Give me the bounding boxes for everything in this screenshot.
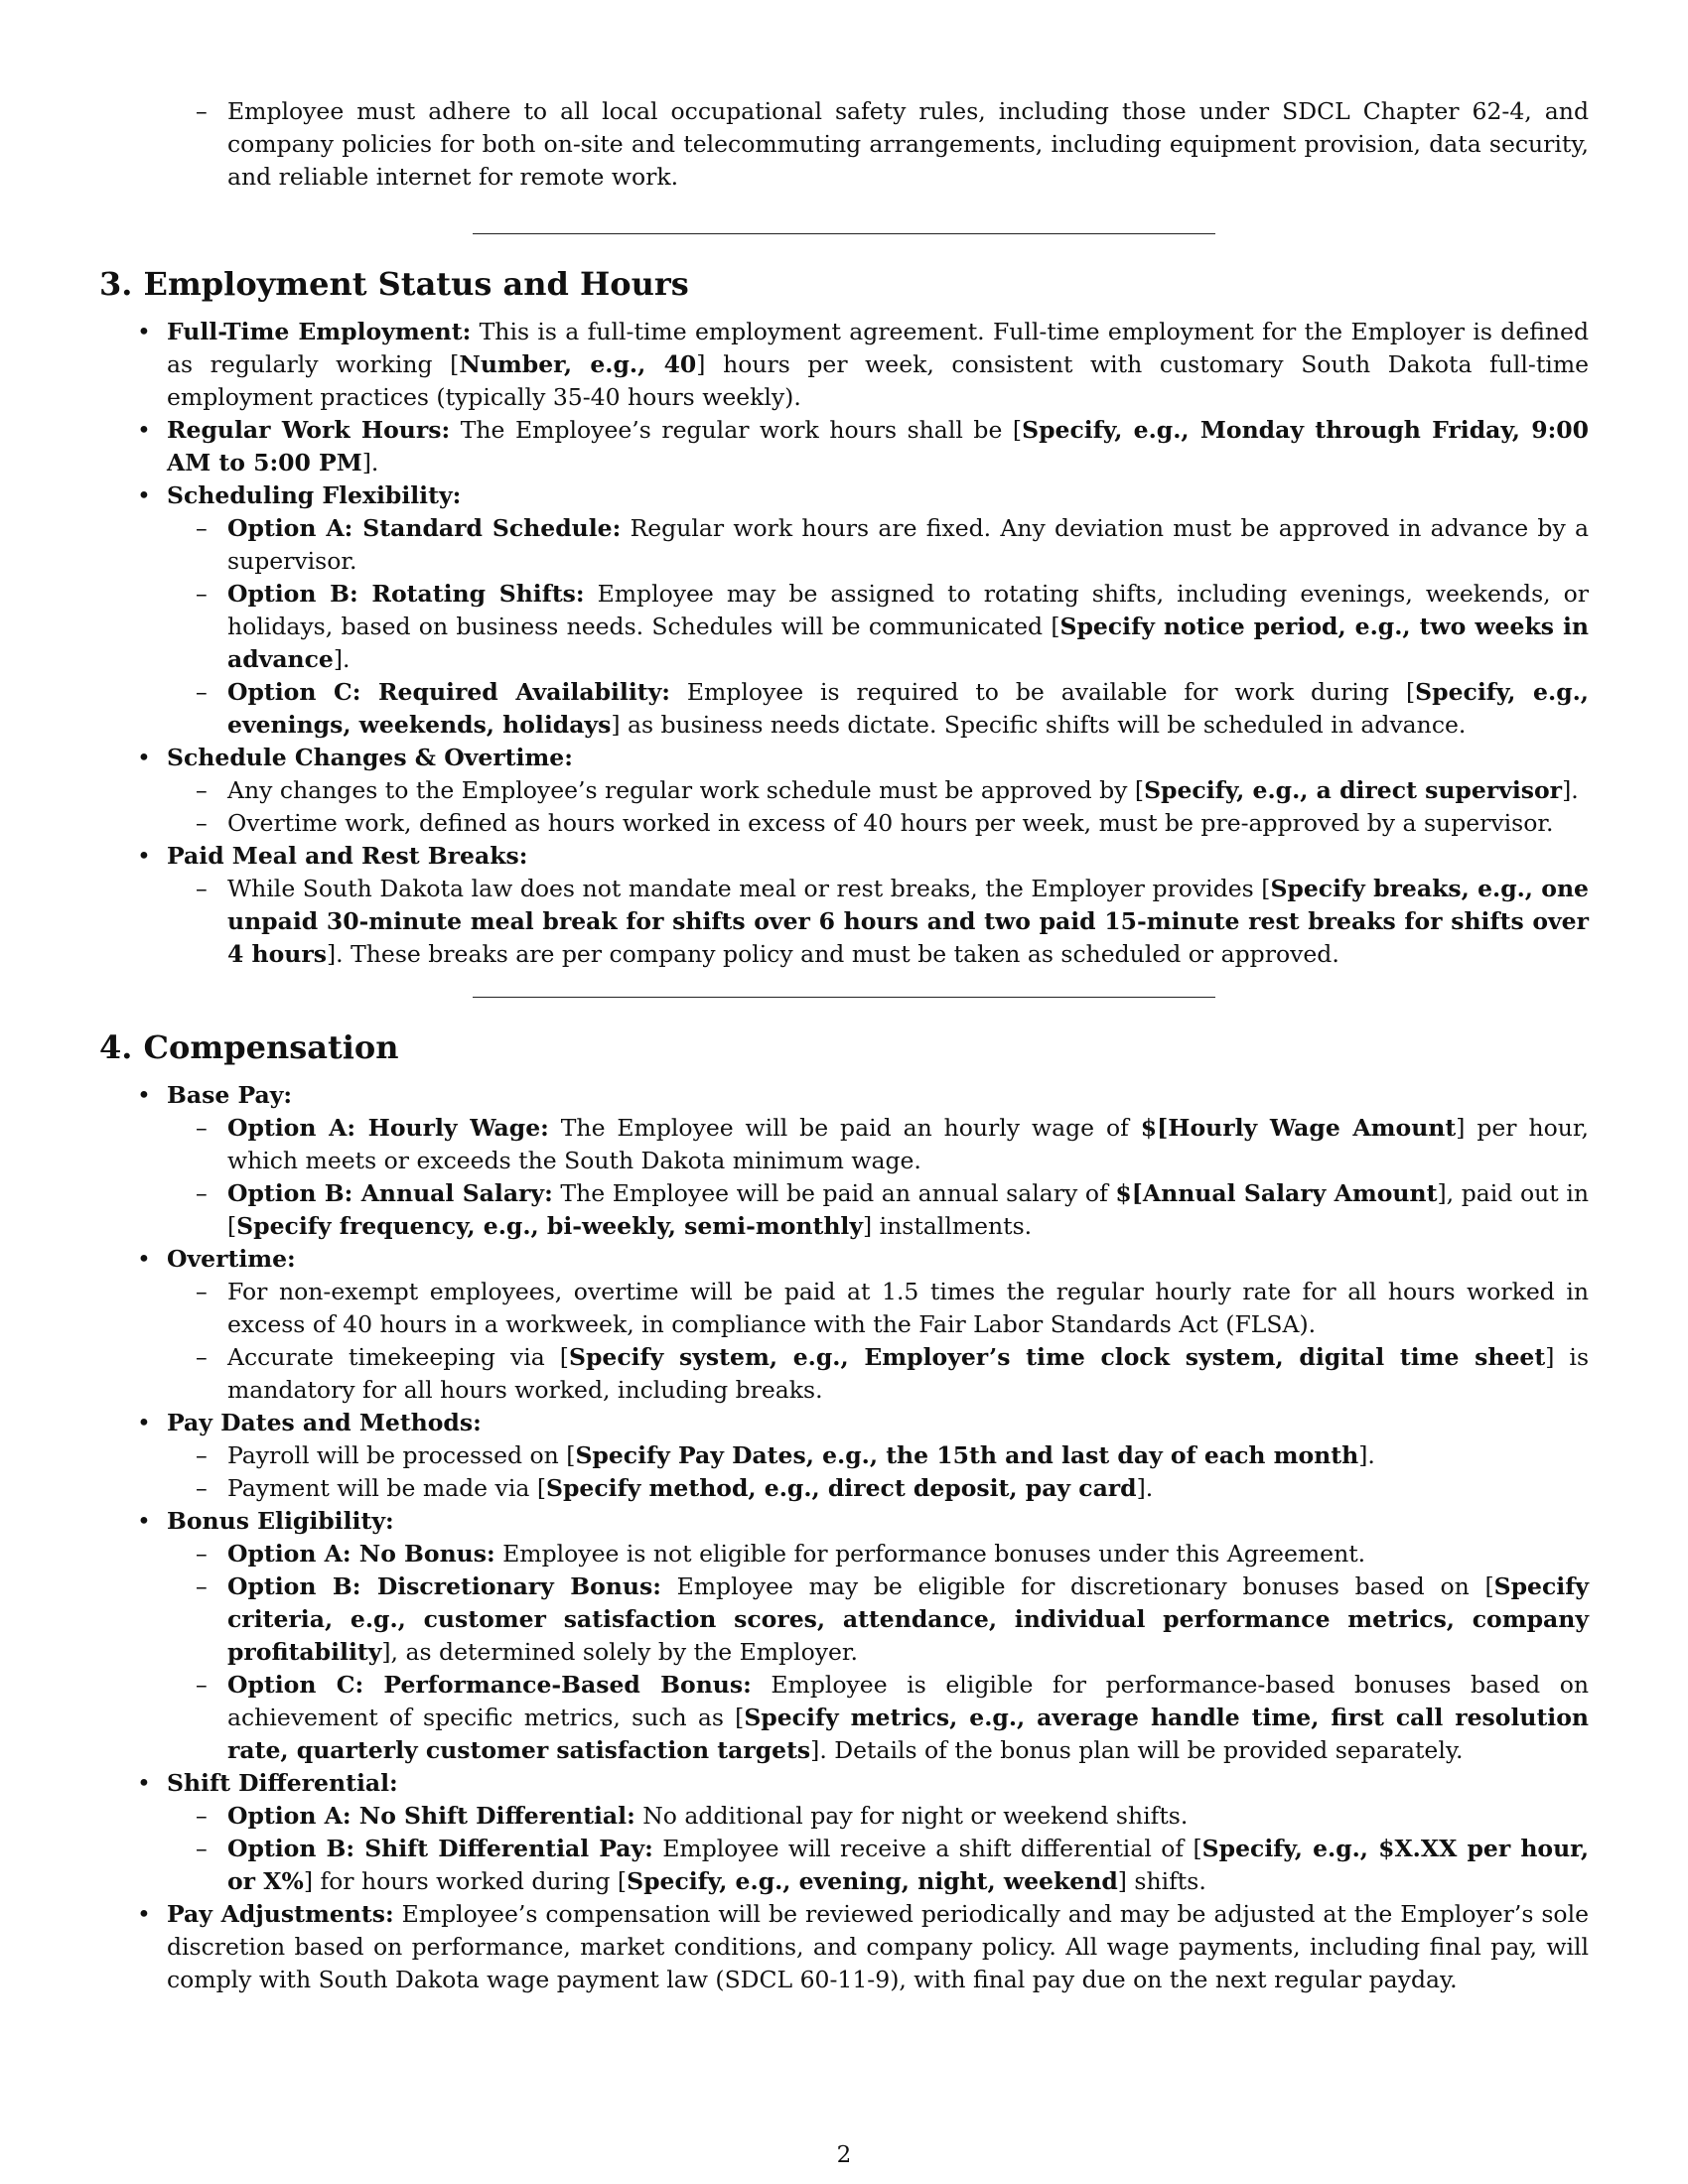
bullet-marker: • xyxy=(137,1769,151,1797)
sub-item: – Any changes to the Employee’s regular work schedule must be approved by [Specify, e.g., a direct supervisor]. xyxy=(227,774,1589,807)
list-item: – Employee must adhere to all local occupational safety rules, including those under SDCL Chapter 62-4, and company policies for both on-site and telecommuting arrangements, including equipment provision, data security, and reliable internet for remote work. xyxy=(196,97,1589,191)
bullet-marker: • xyxy=(137,1081,151,1109)
list-item-shift-differential: • Shift Differential: xyxy=(167,1767,1589,1800)
dash-marker: – xyxy=(196,1343,208,1371)
dash-marker: – xyxy=(196,1671,208,1699)
list-item-pay-dates: • Pay Dates and Methods: xyxy=(167,1407,1589,1439)
dash-marker: – xyxy=(196,1802,208,1830)
sub-item: – Overtime work, defined as hours worked in excess of 40 hours per week, must be pre-approved by a supervisor. xyxy=(227,807,1589,840)
bullet-marker: • xyxy=(137,1900,151,1928)
bullet-marker: • xyxy=(137,481,151,509)
bullet-marker: • xyxy=(137,1507,151,1535)
sub-item-option-c: – Option C: Required Availability: Employee is required to be available for work during [Specify, e.g., evenings, weekends, holidays] as business needs dictate. Specific shifts will be scheduled in advance. xyxy=(196,678,1589,739)
dash-marker: – xyxy=(196,776,208,804)
sub-item-option-b: – Option B: Shift Differential Pay: Employee will receive a shift differential of [Specify, e.g., $X.XX per hour, or X%] for hours worked during [Specify, e.g., evening, night, weekend] shifts. xyxy=(196,1835,1590,1895)
dash-marker: – xyxy=(196,1540,208,1568)
dash-marker: – xyxy=(196,580,208,608)
sub-item-option-b: – Option B: Rotating Shifts: Employee may be assigned to rotating shifts, including evenings, weekends, or holidays, based on business needs. Schedules will be communicated [Specify notice period, e.g., two weeks in advance]. xyxy=(196,580,1590,673)
bullet-marker: • xyxy=(137,1245,151,1273)
document-page xyxy=(99,95,1589,1996)
dash-marker: – xyxy=(196,678,208,706)
sub-item-option-a: – Option A: No Shift Differential: No additional pay for night or weekend shifts. xyxy=(227,1800,1589,1833)
bullet-marker: • xyxy=(137,842,151,870)
list-item-overtime: • Overtime: xyxy=(167,1243,1589,1276)
page-number: 2 xyxy=(836,2142,852,2168)
bullet-marker: • xyxy=(137,416,151,444)
bullet-marker: • xyxy=(137,318,151,345)
dash-marker: – xyxy=(196,1441,208,1469)
section-3-heading: 3. Employment Status and Hours xyxy=(99,265,689,303)
bullet-marker: • xyxy=(137,744,151,771)
sub-item-option-a: – Option A: Standard Schedule: Regular work hours are fixed. Any deviation must be approved in advance by a supervisor. xyxy=(196,514,1589,575)
list-item-work-hours: • Regular Work Hours: The Employee’s regular work hours shall be [Specify, e.g., Monday through Friday, 9:00 AM to 5:00 PM]. xyxy=(137,416,1589,477)
sub-item-option-b: – Option B: Annual Salary: The Employee will be paid an annual salary of $[Annual Salary Amount], paid out in [Specify frequency, e.g., bi-weekly, semi-monthly] installments. xyxy=(196,1179,1589,1240)
list-item-breaks: • Paid Meal and Rest Breaks: xyxy=(167,840,1589,873)
list-item-pay-adjustments: • Pay Adjustments: Employee’s compensation will be reviewed periodically and may be adjusted at the Employer’s sole discretion based on performance, market conditions, and company policy. All wage payments, including final pay, will comply with South Dakota wage payment law (SDCL 60-11-9), with final pay due on the next regular payday. xyxy=(137,1900,1590,1993)
dash-marker: – xyxy=(196,1278,208,1305)
dash-marker: – xyxy=(196,1572,208,1600)
dash-marker: – xyxy=(196,875,208,902)
dash-marker: – xyxy=(196,514,208,542)
sub-item-option-a: – Option A: No Bonus: Employee is not eligible for performance bonuses under this Agreement. xyxy=(227,1538,1589,1570)
dash-marker: – xyxy=(196,1179,208,1207)
dash-marker: – xyxy=(196,97,208,125)
section-divider xyxy=(473,997,1215,998)
list-item-full-time: • Full-Time Employment: This is a full-time employment agreement. Full-time employment for the Employer is defined as regularly working [Number, e.g., 40] hours per week, consistent with customary South Dakota full-time employment practices (typically 35-40 hours weekly). xyxy=(137,318,1590,411)
list-item-bonus: • Bonus Eligibility: xyxy=(167,1505,1589,1538)
sub-item: – Accurate timekeeping via [Specify system, e.g., Employer’s time clock system, digital time sheet] is mandatory for all hours worked, including breaks. xyxy=(196,1343,1590,1404)
list-item-schedule-changes: • Schedule Changes & Overtime: xyxy=(167,742,1589,774)
list-item-scheduling-flexibility: • Scheduling Flexibility: xyxy=(167,479,1589,512)
dash-marker: – xyxy=(196,1835,208,1862)
section-4-heading: 4. Compensation xyxy=(99,1028,399,1066)
dash-marker: – xyxy=(196,809,208,837)
sub-item: – Payroll will be processed on [Specify Pay Dates, e.g., the 15th and last day of each month]. xyxy=(227,1439,1589,1472)
sub-item: – Payment will be made via [Specify method, e.g., direct deposit, pay card]. xyxy=(227,1472,1589,1505)
section-divider xyxy=(473,233,1215,234)
dash-marker: – xyxy=(196,1474,208,1502)
sub-item-option-c: – Option C: Performance-Based Bonus: Employee is eligible for performance-based bonuses based on achievement of specific metrics, such as [Specify metrics, e.g., average handle time, first call resolution rate, quarterly customer satisfaction targets]. Details of the bonus plan will be provided separately. xyxy=(196,1671,1590,1764)
sub-item-option-b: – Option B: Discretionary Bonus: Employee may be eligible for discretionary bonuses based on [Specify criteria, e.g., customer satisfaction scores, attendance, individual performance metrics, company profitability], as determined solely by the Employer. xyxy=(196,1572,1589,1666)
bullet-marker: • xyxy=(137,1409,151,1436)
list-item-base-pay: • Base Pay: xyxy=(167,1079,1589,1112)
sub-item-option-a: – Option A: Hourly Wage: The Employee will be paid an hourly wage of $[Hourly Wage Amount] per hour, which meets or exceeds the South Dakota minimum wage. xyxy=(196,1114,1589,1174)
dash-marker: – xyxy=(196,1114,208,1142)
sub-item: – While South Dakota law does not mandate meal or rest breaks, the Employer provides [Specify breaks, e.g., one unpaid 30-minute meal break for shifts over 6 hours and two paid 15-minute rest breaks for shifts over 4 hours]. These breaks are per company policy and must be taken as scheduled or approved. xyxy=(196,875,1589,968)
sub-item: – For non-exempt employees, overtime will be paid at 1.5 times the regular hourly rate for all hours worked in excess of 40 hours in a workweek, in compliance with the Fair Labor Standards Act (FLSA). xyxy=(196,1278,1589,1338)
